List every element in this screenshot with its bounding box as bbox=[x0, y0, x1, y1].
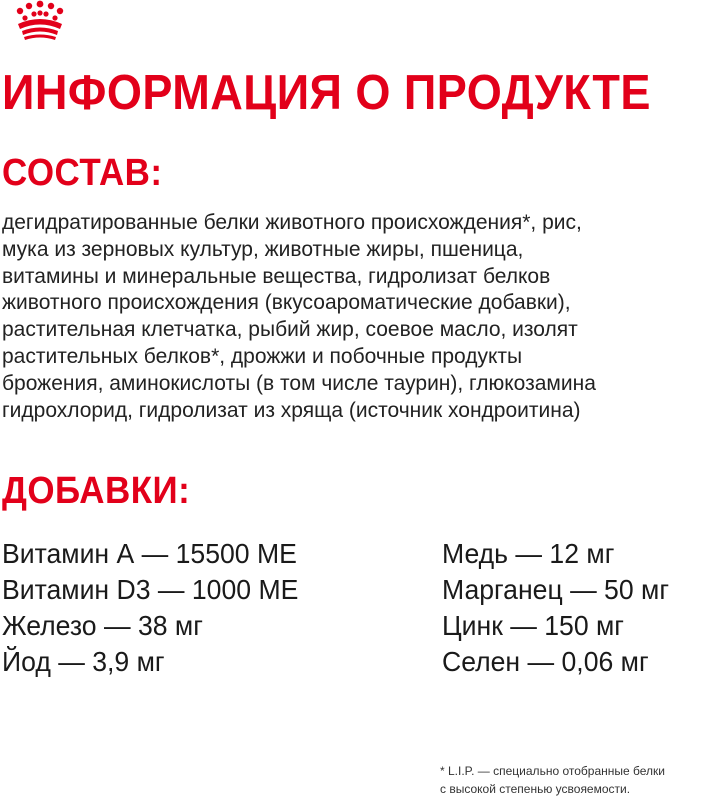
footnote-line: * L.I.P. — специально отобранные белки bbox=[440, 764, 665, 778]
royal-crown-icon bbox=[12, 0, 68, 44]
additive-item-selenium: Селен — 0,06 мг bbox=[442, 646, 649, 677]
additive-item-vitamin-a: Витамин А — 15500 МЕ bbox=[2, 538, 297, 569]
brand-logo bbox=[12, 0, 68, 44]
additives-list-left bbox=[2, 536, 314, 680]
footnote bbox=[440, 762, 724, 798]
composition-line: растительная клетчатка, рыбий жир, соевое масло, изолят bbox=[2, 318, 578, 342]
composition-heading: СОСТАВ: bbox=[2, 152, 163, 194]
additive-item-copper: Медь — 12 мг bbox=[442, 538, 615, 569]
additives-heading: ДОБАВКИ: bbox=[2, 470, 191, 512]
footnote-line: с высокой степенью усвояемости. bbox=[440, 782, 631, 796]
additive-item-zinc: Цинк — 150 мг bbox=[442, 610, 625, 641]
composition-line: животного происхождения (вкусоароматические добавки), bbox=[2, 291, 571, 315]
additive-item-iodine: Йод — 3,9 мг bbox=[2, 646, 165, 677]
additive-item-vitamin-d3: Витамин D3 — 1000 МЕ bbox=[2, 574, 299, 605]
composition-line: брожения, аминокислоты (в том числе таурин), глюкозамина bbox=[2, 371, 596, 395]
additive-item-iron: Железо — 38 мг bbox=[2, 610, 203, 641]
page-title: ИНФОРМАЦИЯ О ПРОДУКТЕ bbox=[2, 66, 651, 120]
additives-list-right bbox=[442, 536, 681, 680]
composition-line: витамины и минеральные вещества, гидролизат белков bbox=[2, 264, 551, 288]
composition-line: растительных белков*, дрожжи и побочные продукты bbox=[2, 344, 523, 368]
composition-text bbox=[2, 210, 722, 424]
composition-line: дегидратированные белки животного происхождения*, рис, bbox=[2, 211, 582, 234]
composition-line: мука из зерновых культур, животные жиры, пшеница, bbox=[2, 237, 524, 261]
composition-line: гидрохлорид, гидролизат из хряща (источник хондроитина) bbox=[2, 398, 581, 422]
additive-item-manganese: Марганец — 50 мг bbox=[442, 574, 670, 605]
